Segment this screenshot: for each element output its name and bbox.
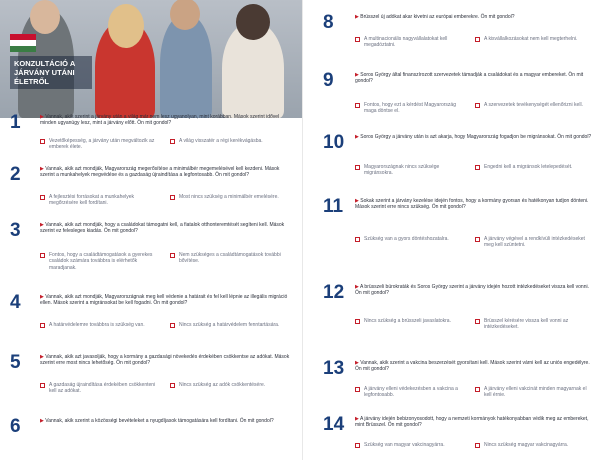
checkbox-icon[interactable] <box>475 237 480 242</box>
answer-option[interactable] <box>475 36 593 42</box>
question-text-content: A brüsszeli bürokraták és Soros György szerint a járvány idején hozott intézkedéseket vissza kell vonni. Ön mit gondol? <box>355 284 589 297</box>
question-number: 2 <box>10 164 21 185</box>
answer-option[interactable] <box>355 442 467 448</box>
answer-option-label: Brüsszel kérésére vissza kell vonni az intézkedéseket. <box>484 318 569 331</box>
arrow-icon: ▶ <box>355 416 359 422</box>
checkbox-icon[interactable] <box>355 237 360 242</box>
arrow-icon: ▶ <box>355 72 359 78</box>
checkbox-icon[interactable] <box>170 195 175 200</box>
checkbox-icon[interactable] <box>475 319 480 324</box>
question-text <box>40 166 292 179</box>
answer-option-label: Nem szükséges a családtámogatások további bővítése. <box>179 252 281 265</box>
checkbox-icon[interactable] <box>170 323 175 328</box>
photo-person-head <box>30 0 60 34</box>
answer-option-label: A határvédelemre továbbra is szükség van. <box>49 322 145 328</box>
answer-option-label: A szervezetek tevékenységét ellenőrizni kell. <box>484 102 583 108</box>
answer-option-label: A kisvállalkozásokat nem kell megterhelni. <box>484 36 578 42</box>
checkbox-icon[interactable] <box>475 443 480 448</box>
arrow-icon: ▶ <box>355 198 359 204</box>
answer-option[interactable] <box>475 386 593 399</box>
arrow-icon: ▶ <box>40 222 44 228</box>
checkbox-icon[interactable] <box>355 387 360 392</box>
answer-option[interactable] <box>475 442 593 448</box>
checkbox-icon[interactable] <box>40 195 45 200</box>
question-text <box>355 134 595 140</box>
question-number: 4 <box>10 292 21 313</box>
question-text <box>355 198 595 211</box>
answer-option[interactable] <box>475 164 593 170</box>
answer-option-label: A gazdaság újraindítása érdekében csökkenteni kell az adókat. <box>49 382 156 395</box>
question-number: 11 <box>323 196 344 217</box>
question-text-content: Vannak, akik azt mondják, Magyarországnak meg kell védenie a határait és fel kell lépnie az illegális migráció ellen. Mások szerint a migránsokat be kell fogadni. Ön mit gondol? <box>40 294 288 307</box>
answer-option-label: Engedni kell a migránsok letelepedését. <box>484 164 573 170</box>
answer-option-label: Fontos, hogy a családtámogatások a gyerekes családok számára továbbra is elérhetők maradjanak. <box>49 252 153 271</box>
header-photo <box>0 0 302 118</box>
answer-option[interactable] <box>355 164 467 177</box>
answer-option[interactable] <box>40 252 164 271</box>
answer-option[interactable] <box>170 322 294 328</box>
checkbox-icon[interactable] <box>40 323 45 328</box>
arrow-icon: ▶ <box>40 114 44 120</box>
checkbox-icon[interactable] <box>170 253 175 258</box>
question-text-content: Vannak, akik azt javasolják, hogy a kormány a gazdasági növekedés érdekében csökkentse az adókat. Mások szerint erre most nincs lehetőség. Ön mit gondol? <box>40 354 290 367</box>
answer-option[interactable] <box>475 236 593 249</box>
question-number: 6 <box>10 416 21 437</box>
answer-option[interactable] <box>170 382 294 388</box>
checkbox-icon[interactable] <box>355 37 360 42</box>
answer-option-label: Fontos, hogy ezt a kérdést Magyarország maga döntse el. <box>364 102 456 115</box>
right-column <box>302 0 600 460</box>
question-text <box>355 416 595 429</box>
answer-option[interactable] <box>355 318 467 324</box>
question-number: 10 <box>323 132 345 153</box>
answer-option-label: Magyarországnak nincs szüksége migránsokra. <box>364 164 440 177</box>
question-text-content: Sokak szerint a járvány kezelése idején fontos, hogy a kormány gyorsan és hatékonyan tudjon dönteni. Mások szerint erre nincs szükség. Ön mit gondol? <box>355 198 589 211</box>
hungarian-flag-icon <box>10 34 36 52</box>
answer-option[interactable] <box>475 318 593 331</box>
answer-option-label: A járvány elleni védekezésben a vakcina a legfontosabb. <box>364 386 458 399</box>
photo-person-head <box>236 4 270 40</box>
question-number: 8 <box>323 12 334 33</box>
question-text-content: Vannak, akik szerint a vakcina beszerzését gyorsítani kell. Mások szerint várni kell az uniós engedélyre. Ön mit gondol? <box>355 360 590 373</box>
answer-option[interactable] <box>40 194 164 207</box>
question-text-content: Brüsszel új adókat akar kivetni az európai emberekre. Ön mit gondol? <box>360 14 515 20</box>
checkbox-icon[interactable] <box>475 165 480 170</box>
arrow-icon: ▶ <box>40 418 44 424</box>
checkbox-icon[interactable] <box>170 383 175 388</box>
question-text-content: Soros György által finanszírozott szervezetek támadják a családokat és a magyar embereket. Ön mit gondol? <box>355 72 584 85</box>
answer-option[interactable] <box>355 102 467 115</box>
checkbox-icon[interactable] <box>475 103 480 108</box>
answer-option-label: Nincs szükség a határvédelem fenntartására. <box>179 322 280 328</box>
answer-option[interactable] <box>40 138 164 151</box>
checkbox-icon[interactable] <box>355 443 360 448</box>
question-text-content: Vannak, akik szerint a járvány után a világ már nem lesz ugyanolyan, mint korábban. Mások szerint idővel minden ugyanúgy lesz, mint a járvány előtt. Ön mit gondol? <box>40 114 280 127</box>
answer-option-label: A világ visszatér a régi kerékvágásba. <box>179 138 263 144</box>
photo-person-head <box>108 4 144 48</box>
checkbox-icon[interactable] <box>40 139 45 144</box>
answer-option[interactable] <box>170 194 294 200</box>
question-text-content: Vannak, akik szerint a közösségi bevételeket a nyugdíjasok támogatására kell fordítani. Ön mit gondol? <box>45 418 274 424</box>
answer-option[interactable] <box>170 252 294 265</box>
checkbox-icon[interactable] <box>40 383 45 388</box>
answer-option[interactable] <box>355 386 467 399</box>
answer-option-label: Nincs szükség az adók csökkentésére. <box>179 382 266 388</box>
arrow-icon: ▶ <box>355 360 359 366</box>
checkbox-icon[interactable] <box>475 387 480 392</box>
question-number: 14 <box>323 414 345 435</box>
answer-option[interactable] <box>170 138 294 144</box>
question-text <box>355 72 595 85</box>
question-text <box>355 360 595 373</box>
question-number: 1 <box>10 112 21 133</box>
question-text <box>355 14 595 20</box>
arrow-icon: ▶ <box>355 284 359 290</box>
checkbox-icon[interactable] <box>170 139 175 144</box>
arrow-icon: ▶ <box>40 354 44 360</box>
answer-option-label: Szükség van a gyors döntéshozatalra. <box>364 236 449 242</box>
question-number: 3 <box>10 220 21 241</box>
question-text <box>355 284 595 297</box>
arrow-icon: ▶ <box>40 166 44 172</box>
question-number: 13 <box>323 358 345 379</box>
page-title: KONZULTÁCIÓ A JÁRVÁNY UTÁNI ÉLETRŐL <box>10 56 92 89</box>
answer-option[interactable] <box>355 36 467 49</box>
question-text <box>40 222 292 235</box>
question-text <box>40 418 292 424</box>
checkbox-icon[interactable] <box>355 103 360 108</box>
answer-option[interactable] <box>475 102 593 108</box>
answer-option-label: A fejlesztési forrásokat a munkahelyek megőrzésére kell fordítani. <box>49 194 135 207</box>
answer-option-label: Nincs szükség a brüsszeli javaslatokra. <box>364 318 451 324</box>
question-text <box>40 294 292 307</box>
checkbox-icon[interactable] <box>355 165 360 170</box>
question-text <box>40 354 292 367</box>
answer-option[interactable] <box>40 322 164 328</box>
question-text-content: A járvány idején bebizonyosodott, hogy a nemzeti kormányok hatékonyabban védik meg az embereket, mint Brüsszel. Ön mit gondol? <box>355 416 589 429</box>
answer-option-label: A járvány végével a rendkívüli intézkedéseket meg kell szüntetni. <box>484 236 585 249</box>
question-text-content: Vannak, akik azt mondják, Magyarország megerősítése a minimálbér megemelésével kell kezdeni. Mások szerint a munkahelyek megvédése és a gazdaság újraindítása a legfontosabb. Ön mit gondol? <box>40 166 280 179</box>
answer-option[interactable] <box>355 236 467 242</box>
answer-option-label: Most nincs szükség a minimálbér emelésére. <box>179 194 279 200</box>
answer-option-label: Nincs szükség magyar vakcinagyárra. <box>484 442 569 448</box>
question-text-content: Soros György a járvány után is azt akarja, hogy Magyarország fogadjon be migránsokat. Ön mit gondol? <box>360 134 592 140</box>
checkbox-icon[interactable] <box>475 37 480 42</box>
answer-option[interactable] <box>40 382 164 395</box>
arrow-icon: ▶ <box>355 14 359 20</box>
answer-option-label: Szükség van magyar vakcinagyárra. <box>364 442 445 448</box>
question-text <box>40 114 292 127</box>
checkbox-icon[interactable] <box>40 253 45 258</box>
question-text-content: Vannak, akik azt mondják, hogy a családokat támogatni kell, a fiatalok otthonteremtését segíteni kell. Mások szerint ez felesleges kiadás. Ön mit gondol? <box>40 222 285 235</box>
checkbox-icon[interactable] <box>355 319 360 324</box>
arrow-icon: ▶ <box>40 294 44 300</box>
question-number: 5 <box>10 352 21 373</box>
answer-option-label: A multinacionális nagyvállalatokat kell megadóztatni. <box>364 36 448 49</box>
answer-option-label: A járvány elleni vakcinát minden magyarnak el kell érnie. <box>484 386 587 399</box>
flag-stripe-green <box>10 46 36 52</box>
question-number: 12 <box>323 282 345 303</box>
answer-option-label: Vezetőképesség, a járvány után megváltozik az emberek élete. <box>49 138 155 151</box>
arrow-icon: ▶ <box>355 134 359 140</box>
question-number: 9 <box>323 70 334 91</box>
